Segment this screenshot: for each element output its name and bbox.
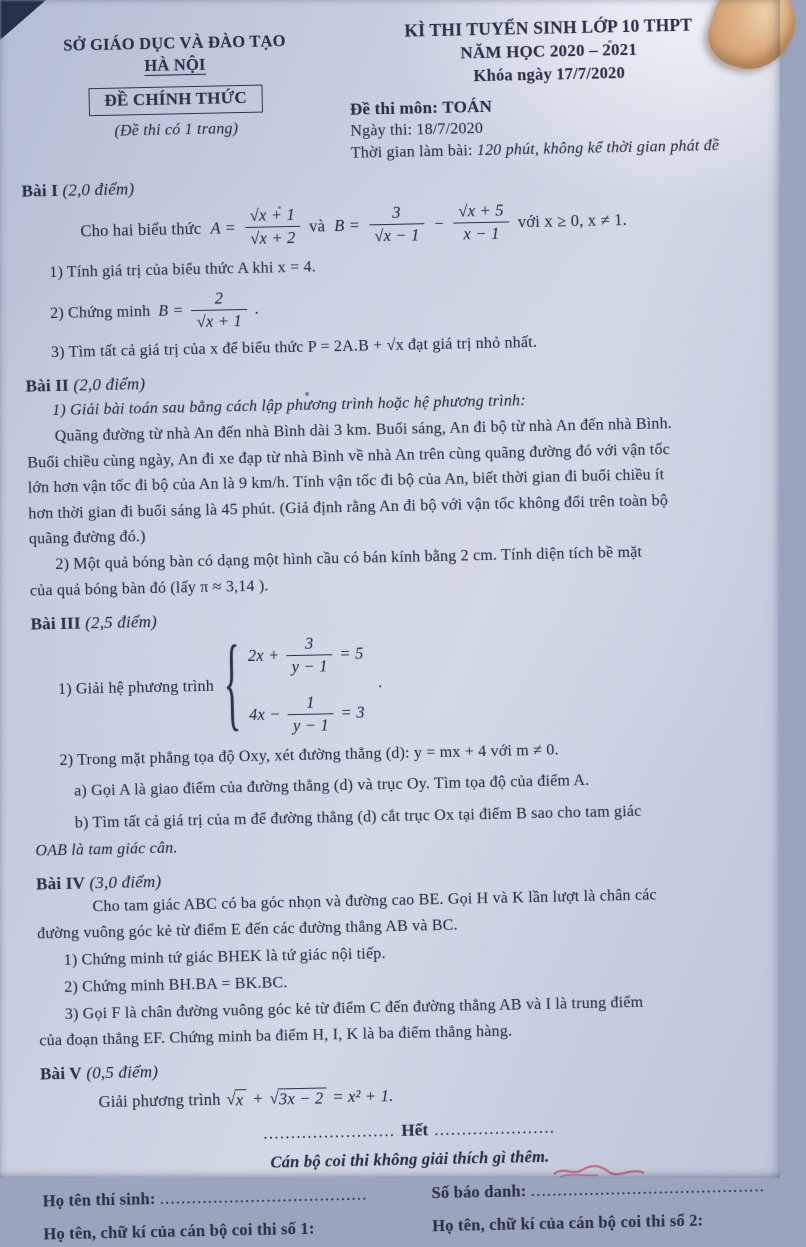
- candidate-name-label: Họ tên thí sinh:: [42, 1188, 156, 1210]
- handwriting-mark: [552, 1163, 647, 1184]
- radical-2-radicand: 3x − 2: [278, 1087, 327, 1109]
- eq1-rhs: = 5: [339, 643, 364, 664]
- equation-intro: Giải phương trình: [98, 1089, 221, 1112]
- subject-label: Đề thi môn:: [349, 97, 439, 119]
- section-3-item-2b-line1: b) Tìm tất cả giá trị của m để đường thẳng (d) cắt trục Ox tại điểm B sao cho tam giác: [74, 802, 642, 832]
- fraction-b1-denominator: √x − 1: [374, 225, 420, 246]
- subject-value: TOÁN: [442, 96, 493, 117]
- section-3-item-2a: a) Gọi A là giao điểm của đường thẳng (d) và trục Oy. Tìm tọa độ của điểm A.: [73, 771, 590, 800]
- proctor-signature-row: [43, 1205, 779, 1245]
- fraction-item2-denominator: √x + 1: [196, 311, 243, 331]
- issuing-city: HÀ NỘI: [144, 54, 206, 76]
- expression-a-lhs: A =: [210, 217, 237, 238]
- domain-condition: với x ≥ 0, x ≠ 1.: [517, 209, 628, 231]
- expression-b-lhs: B =: [333, 215, 361, 235]
- fraction-b2: [453, 200, 509, 244]
- end-dots-right: ......................: [434, 1119, 556, 1139]
- fraction-a-numerator: √x + 1: [245, 205, 301, 228]
- eq2-denominator: y − 1: [292, 714, 330, 735]
- section-2-item-2-line1: 2) Một quả bóng bàn có dạng một hình cầu có bán kính bằng 2 cm. Tính diện tích bề mặt: [55, 543, 643, 573]
- section-4-name: Bài IV: [35, 872, 86, 893]
- page-count-note: (Đề thi có 1 trang): [114, 120, 239, 140]
- fraction-item2-numerator: 2: [191, 288, 247, 311]
- section-1-name: Bài I: [21, 180, 59, 201]
- fraction-a: [245, 205, 301, 249]
- issuing-department: SỞ GIÁO DỤC VÀ ĐÀO TẠO: [63, 31, 286, 55]
- system-label: 1) Giải hệ phương trình: [57, 677, 215, 698]
- item-2-text: 2) Chứng minh: [49, 302, 151, 322]
- system-period: .: [377, 673, 383, 691]
- proctor-2-label: Họ tên, chữ kí của cán bộ coi thi số 2:: [431, 1210, 704, 1235]
- header-right: [330, 10, 757, 165]
- section-5-name: Bài V: [39, 1063, 83, 1083]
- eq2-rhs: = 3: [340, 702, 365, 723]
- end-dots-left: ........................: [263, 1122, 396, 1143]
- plus-sign: +: [252, 1088, 264, 1108]
- system-equation-1: [247, 632, 364, 677]
- section-1-item-3: 3) Tìm tất cả giá trị của x để biểu thức P = 2A.B + √x đạt giá trị nhỏ nhất.: [50, 333, 538, 362]
- exam-title: KÌ THI TUYỂN SINH LỚP 10 THPT: [404, 14, 693, 41]
- section-4-intro-line1: Cho tam giác ABC có ba góc nhọn và đường cao BE. Gọi H và K lần lượt là chân các: [92, 885, 657, 915]
- paragraph-line: lớn hơn vận tốc đi bộ của An là 9 km/h. Tính vận tốc đi bộ của An, biết thời gian đi buổi chiều ít: [27, 466, 665, 497]
- expression-intro: Cho hai biểu thức: [80, 218, 202, 240]
- section-3-score: (2,5 điểm): [84, 611, 158, 632]
- section-2-name: Bài II: [25, 375, 70, 396]
- section-4-item-1: 1) Chứng minh tứ giác BHEK là tứ giác nội tiếp.: [63, 944, 386, 969]
- system-brace: {: [222, 626, 242, 742]
- official-exam-stamp: ĐỀ CHÍNH THỨC: [88, 85, 263, 117]
- header: [18, 10, 757, 171]
- radical-1-radicand: x: [235, 1089, 247, 1110]
- section-4-item-3-line2: của đoạn thẳng EF. Chứng minh ba điểm H, I, K là ba điểm thẳng hàng.: [39, 1022, 513, 1049]
- eq2-numerator: 1: [287, 692, 333, 715]
- candidate-name-dots: .......................................: [159, 1184, 368, 1208]
- paragraph-line: Quãng đường từ nhà An đến nhà Bình dài 3 km. Buổi sáng, An đi bộ từ nhà An đến nhà Bình.: [54, 415, 673, 445]
- radical-sign: √: [269, 1087, 280, 1108]
- radical-2: [269, 1087, 326, 1109]
- candidate-name-field: [42, 1180, 431, 1213]
- system-equations: [247, 632, 365, 736]
- section-3-item-2b-line2: OAB là tam giác cân.: [35, 839, 178, 859]
- fraction-item2: [191, 288, 247, 332]
- section-5-score: (0,5 điểm): [86, 1061, 159, 1082]
- fraction-b1: [369, 202, 425, 246]
- radical-sign: √: [226, 1088, 236, 1109]
- section-1-expressions: [80, 195, 759, 252]
- eq2-fraction: [287, 692, 334, 736]
- fraction-b2-denominator: x − 1: [463, 223, 500, 244]
- section-4-item-3-line1: 3) Gọi F là chân đường vuông góc kẻ từ điểm C đến đường thẳng AB và I là trung điểm: [64, 993, 644, 1023]
- equation-system: [57, 624, 769, 741]
- fraction-a-denominator: √x + 2: [250, 227, 296, 248]
- exam-date-line: Ngày thi: 18/7/2020: [350, 119, 484, 140]
- exam-session-date: Khóa ngày 17/7/2020: [473, 62, 626, 86]
- section-2-item-1: 1) Giải bài toán sau bằng cách lập phương trình hoặc hệ phương trình:: [52, 392, 526, 420]
- eq1-numerator: 3: [286, 633, 332, 656]
- eq1-denominator: y − 1: [291, 655, 328, 676]
- word-problem-paragraph: [26, 409, 765, 552]
- section-2-score: (2,0 điểm): [73, 374, 146, 395]
- paragraph-line: Buổi chiều cùng ngày, An đi xe đạp từ nhà Bình về nhà An trên cùng quãng đường đó với vận tốc: [27, 440, 671, 472]
- duration-label: Thời gian làm bài:: [350, 142, 473, 162]
- item-2-lhs: B =: [158, 301, 184, 320]
- item-2-period: .: [254, 300, 260, 318]
- radical-1: [226, 1089, 246, 1110]
- proctor-1-label: Họ tên, chữ kí của cán bộ coi thi số 1:: [43, 1218, 315, 1243]
- section-2-item-2-line2: của quả bóng bàn đó (lấy π ≈ 3,14 ).: [29, 577, 269, 600]
- duration-value: 120 phút, không kể thời gian phát đề: [476, 137, 720, 160]
- section-3-name: Bài III: [30, 612, 81, 634]
- paragraph-line: quãng đường đó.): [28, 528, 146, 548]
- section-4-item-2: 2) Chứng minh BH.BA = BK.BC.: [64, 973, 288, 996]
- header-left: [18, 19, 333, 172]
- fraction-b1-numerator: 3: [369, 202, 425, 225]
- section-1-item-1: 1) Tính giá trị của biểu thức A khi x = 4.: [49, 258, 317, 282]
- eq1-lhs: 2x +: [247, 645, 280, 665]
- end-marker: Hết: [401, 1119, 429, 1140]
- paragraph-line: hơn thời gian đi buổi sáng là 45 phút. (Giả định rằng An đi bộ với vận tốc không đổi trên toàn bộ: [28, 491, 669, 523]
- exam-year: NĂM HỌC 2020 – 2021: [460, 39, 638, 63]
- section-1-score: (2,0 điểm): [62, 179, 135, 200]
- section-4-intro-line2: đường vuông góc kẻ từ điểm E đến các đường thẳng AB và BC.: [36, 916, 458, 942]
- section-3-item-2: 2) Trong mặt phẳng tọa độ Oxy, xét đường thẳng (d): y = mx + 4 với m ≠ 0.: [59, 741, 559, 769]
- eq2-lhs: 4x −: [248, 704, 281, 724]
- section-4-score: (3,0 điểm): [89, 871, 162, 892]
- proctor-note: Cán bộ coi thi không giải thích gì thêm.: [270, 1146, 550, 1172]
- system-equation-2: [249, 691, 366, 736]
- minus-sign: −: [433, 213, 445, 233]
- registration-number-label: Số báo danh:: [431, 1180, 527, 1202]
- eq1-fraction: [286, 633, 333, 677]
- fraction-b2-numerator: √x + 5: [453, 200, 509, 223]
- equation-rhs: = x² + 1.: [332, 1086, 394, 1107]
- conjunction: và: [308, 215, 326, 236]
- registration-number-dots: ............................................: [530, 1175, 766, 1200]
- section-5-equation: [98, 1078, 776, 1113]
